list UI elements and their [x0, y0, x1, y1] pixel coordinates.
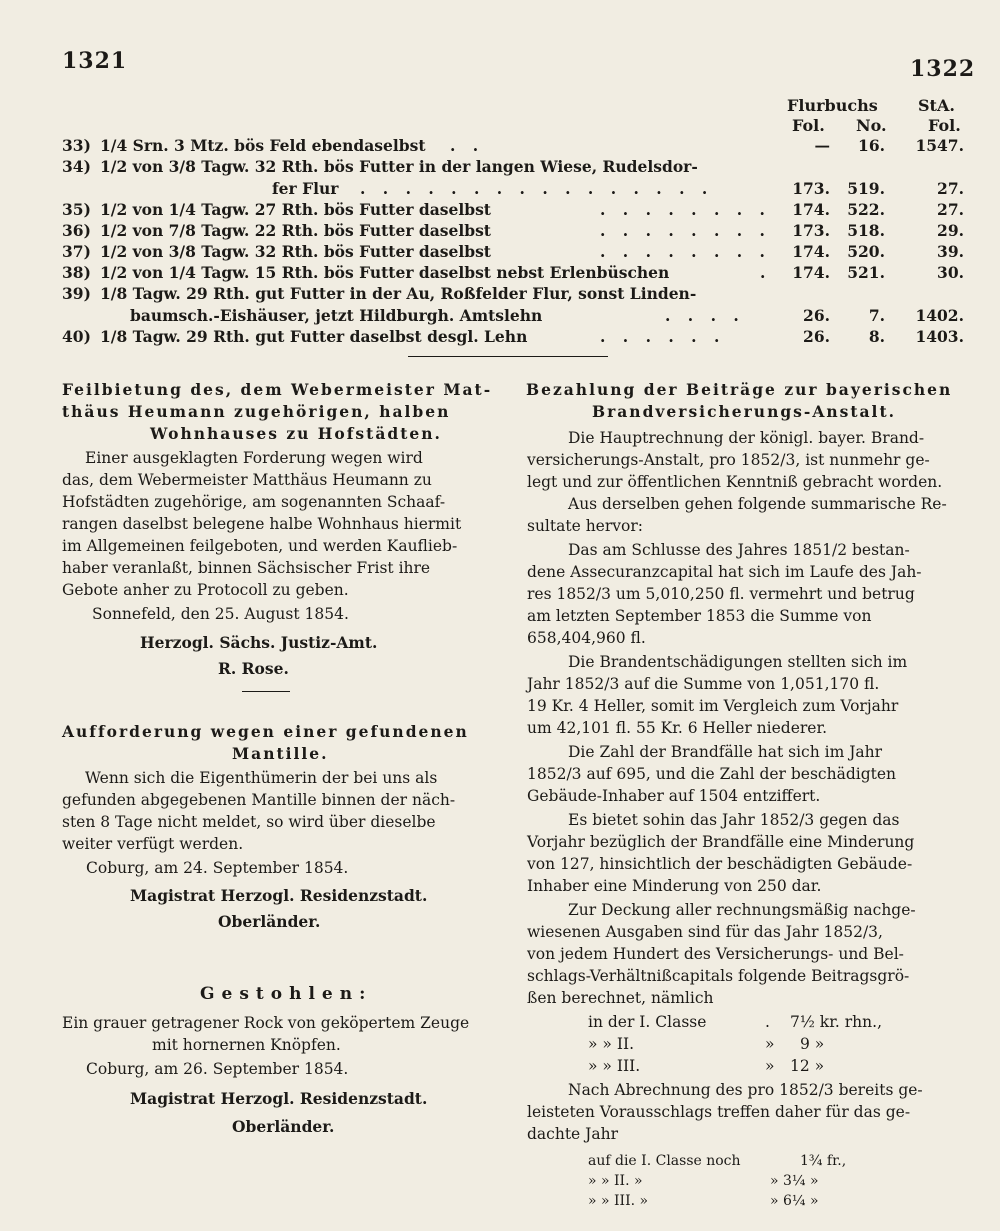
notice-text: legt und zur öffentlichen Kenntniß gebracht worden. — [527, 473, 943, 491]
entry-dots: . — [760, 263, 772, 282]
notice-text: ßen berechnet, nämlich — [527, 989, 714, 1007]
entry-flurbuch-fol: 26. — [803, 306, 830, 325]
entry-number: 39) — [62, 284, 91, 303]
notice-text: Aus derselben gehen folgende summarische Re- — [568, 495, 947, 513]
entry-flurbuch-no: 519. — [847, 179, 885, 198]
header-flurbuchs: Flurbuchs — [787, 96, 878, 115]
notice-text: Zur Deckung aller rechnungsmäßig nachge- — [568, 901, 916, 919]
short-divider — [242, 691, 290, 692]
entry-text: 1/8 Tagw. 29 Rth. gut Futter in der Au, Roßfelder Flur, sonst Linden- — [100, 284, 697, 303]
entry-sta-fol: 29. — [937, 221, 964, 240]
rate-dot: » — [765, 1057, 775, 1075]
notice-text: schlags-Verhältnißcapitals folgende Beitragsgrö- — [527, 967, 910, 985]
notice-text: leisteten Vorausschlags treffen daher für das ge- — [527, 1103, 911, 1121]
entry-text: 1/8 Tagw. 29 Rth. gut Futter daselbst desgl. Lehn — [100, 327, 528, 346]
rate-value: 12 » — [790, 1057, 825, 1075]
entry-number: 40) — [62, 327, 91, 346]
notice-text: dene Assecuranzcapital hat sich im Laufe des Jah- — [527, 563, 922, 581]
rate-class: » » II. » — [588, 1173, 643, 1189]
entry-flurbuch-fol: 174. — [792, 242, 830, 261]
place-date: Coburg, am 24. September 1854. — [86, 859, 349, 877]
entry-sta-fol: 30. — [937, 263, 964, 282]
header-fol-sta: Fol. — [928, 116, 961, 135]
entry-dots: . . . . . . — [600, 327, 726, 346]
notice-text: rangen daselbst belegene halbe Wohnhaus hiermit — [62, 515, 462, 533]
entry-flurbuch-no: 8. — [868, 327, 885, 346]
authority: Magistrat Herzogl. Residenzstadt. — [130, 1089, 428, 1108]
notice-text: Ein grauer getragener Rock von geköpertem Zeuge — [62, 1014, 470, 1032]
notice-text: von 127, hinsichtlich der beschädigten Gebäude- — [527, 855, 913, 873]
entry-number: 33) — [62, 136, 91, 155]
entry-number: 35) — [62, 200, 91, 219]
notice-text: Die Hauptrechnung der königl. bayer. Brand- — [568, 429, 925, 447]
rate-class: » » II. — [588, 1035, 634, 1053]
entry-text-continued: baumsch.-Eishäuser, jetzt Hildburgh. Amtslehn — [130, 306, 543, 325]
notice-text: sultate hervor: — [527, 517, 643, 535]
entry-flurbuch-no: 518. — [847, 221, 885, 240]
place-date: Sonnefeld, den 25. August 1854. — [92, 605, 349, 623]
notice-text: 19 Kr. 4 Heller, somit im Vergleich zum Vorjahr — [527, 697, 899, 715]
notice-text: Nach Abrechnung des pro 1852/3 bereits ge- — [568, 1081, 923, 1099]
signature: R. Rose. — [218, 659, 289, 678]
notice-text: im Allgemeinen feilgeboten, und werden Kauflieb- — [62, 537, 458, 555]
header-no: No. — [856, 116, 887, 135]
entry-number: 38) — [62, 263, 91, 282]
entry-flurbuch-no: 522. — [847, 200, 885, 219]
notice-heading: Mantille. — [232, 744, 329, 763]
entry-sta-fol: 1547. — [915, 136, 964, 155]
notice-heading: thäus Heumann zugehörigen, halben — [62, 402, 451, 421]
entry-flurbuch-fol: 26. — [803, 327, 830, 346]
rate-dot: . — [765, 1013, 770, 1031]
notice-text: 658,404,960 fl. — [527, 629, 646, 647]
entry-flurbuch-no: 520. — [847, 242, 885, 261]
notice-text: versicherungs-Anstalt, pro 1852/3, ist nunmehr ge- — [527, 451, 930, 469]
notice-text: wiesenen Ausgaben sind für das Jahr 1852/3, — [527, 923, 883, 941]
rate-class: » » III. — [588, 1057, 641, 1075]
notice-text: das, dem Webermeister Matthäus Heumann zu — [62, 471, 432, 489]
entry-dots: . . . . . . . . . . . . . . . . — [360, 179, 714, 198]
notice-text: dachte Jahr — [527, 1125, 619, 1143]
entry-number: 34) — [62, 157, 91, 176]
notice-text: mit hornernen Knöpfen. — [152, 1036, 341, 1054]
rate-class: auf die I. Classe noch — [588, 1153, 741, 1169]
entry-sta-fol: 27. — [937, 179, 964, 198]
rate-value: » 6¼ » — [770, 1193, 819, 1209]
section-divider — [408, 356, 608, 357]
notice-text: Es bietet sohin das Jahr 1852/3 gegen das — [568, 811, 900, 829]
notice-text: Das am Schlusse des Jahres 1851/2 bestan- — [568, 541, 910, 559]
place-date: Coburg, am 26. September 1854. — [86, 1060, 349, 1078]
notice-text: res 1852/3 um 5,010,250 fl. vermehrt und betrug — [527, 585, 915, 603]
entry-flurbuch-fol: 174. — [792, 200, 830, 219]
entry-flurbuch-fol: 173. — [792, 179, 830, 198]
notice-heading: Wohnhauses zu Hofstädten. — [150, 424, 442, 443]
notice-text: Inhaber eine Minderung von 250 dar. — [527, 877, 822, 895]
signature: Oberländer. — [232, 1117, 335, 1136]
notice-heading: Feilbietung des, dem Webermeister Mat- — [62, 380, 493, 399]
entry-dots: . . . . — [665, 306, 745, 325]
notice-text: Einer ausgeklagten Forderung wegen wird — [85, 449, 423, 467]
entry-flurbuch-no: 521. — [847, 263, 885, 282]
rate-class: in der I. Classe — [588, 1013, 707, 1031]
header-fol: Fol. — [792, 116, 825, 135]
notice-heading: Brandversicherungs-Anstalt. — [592, 402, 897, 421]
notice-text: haber veranlaßt, binnen Sächsischer Frist ihre — [62, 559, 431, 577]
rate-value: 9 » — [800, 1035, 825, 1053]
notice-heading: Bezahlung der Beiträge zur bayerischen — [526, 380, 953, 399]
entry-text: 1/2 von 3/8 Tagw. 32 Rth. bös Futter daselbst — [100, 242, 491, 261]
entry-text: 1/2 von 3/8 Tagw. 32 Rth. bös Futter in der langen Wiese, Rudelsdor- — [100, 157, 698, 176]
entry-text: 1/2 von 1/4 Tagw. 27 Rth. bös Futter daselbst — [100, 200, 491, 219]
entry-text: 1/4 Srn. 3 Mtz. bös Feld ebendaselbst — [100, 136, 426, 155]
entry-sta-fol: 1402. — [915, 306, 964, 325]
notice-text: Jahr 1852/3 auf die Summe von 1,051,170 fl. — [527, 675, 880, 693]
entry-dots: . . . . . . . . — [600, 242, 771, 261]
signature: Oberländer. — [218, 912, 321, 931]
rate-value: 7½ kr. rhn., — [790, 1013, 882, 1031]
entry-number: 36) — [62, 221, 91, 240]
notice-text: Vorjahr bezüglich der Brandfälle eine Minderung — [527, 833, 915, 851]
entry-flurbuch-fol: 174. — [792, 263, 830, 282]
entry-dots: . . — [450, 136, 485, 155]
authority: Magistrat Herzogl. Residenzstadt. — [130, 886, 428, 905]
rate-dot: » — [765, 1035, 775, 1053]
notice-heading: Gestohlen: — [200, 984, 373, 1004]
notice-heading: Aufforderung wegen einer gefundenen — [62, 722, 469, 741]
notice-text: Hofstädten zugehörige, am sogenannten Schaaf- — [62, 493, 446, 511]
entry-flurbuch-fol: — — [814, 136, 830, 155]
entry-dots: . . . . . . . . — [600, 221, 771, 240]
entry-number: 37) — [62, 242, 91, 261]
page-number-right: 1322 — [910, 56, 976, 82]
notice-text: um 42,101 fl. 55 Kr. 6 Heller niederer. — [527, 719, 828, 737]
page-number-left: 1321 — [62, 48, 128, 74]
notice-text: Wenn sich die Eigenthümerin der bei uns als — [85, 769, 438, 787]
notice-text: von jedem Hundert des Versicherungs- und Bel- — [527, 945, 904, 963]
authority: Herzogl. Sächs. Justiz-Amt. — [140, 633, 378, 652]
notice-text: 1852/3 auf 695, und die Zahl der beschädigten — [527, 765, 897, 783]
header-sta: StA. — [918, 96, 955, 115]
notice-text: am letzten September 1853 die Summe von — [527, 607, 872, 625]
rate-value: » 3¼ » — [770, 1173, 819, 1189]
entry-flurbuch-fol: 173. — [792, 221, 830, 240]
entry-sta-fol: 39. — [937, 242, 964, 261]
notice-text: Die Zahl der Brandfälle hat sich im Jahr — [568, 743, 883, 761]
entry-flurbuch-no: 7. — [868, 306, 885, 325]
entry-flurbuch-no: 16. — [858, 136, 885, 155]
notice-text: weiter verfügt werden. — [62, 835, 244, 853]
notice-text: Die Brandentschädigungen stellten sich im — [568, 653, 908, 671]
notice-text: gefunden abgegebenen Mantille binnen der näch- — [62, 791, 456, 809]
entry-text: 1/2 von 1/4 Tagw. 15 Rth. bös Futter daselbst nebst Erlenbüschen — [100, 263, 670, 282]
entry-text-continued: fer Flur — [272, 179, 339, 198]
entry-dots: . . . . . . . . — [600, 200, 771, 219]
entry-sta-fol: 27. — [937, 200, 964, 219]
notice-text: Gebote anher zu Protocoll zu geben. — [62, 581, 349, 599]
entry-text: 1/2 von 7/8 Tagw. 22 Rth. bös Futter daselbst — [100, 221, 491, 240]
entry-sta-fol: 1403. — [915, 327, 964, 346]
notice-text: sten 8 Tage nicht meldet, so wird über dieselbe — [62, 813, 436, 831]
rate-class: » » III. » — [588, 1193, 649, 1209]
rate-value: 1¾ fr., — [800, 1153, 847, 1169]
notice-text: Gebäude-Inhaber auf 1504 entziffert. — [527, 787, 821, 805]
